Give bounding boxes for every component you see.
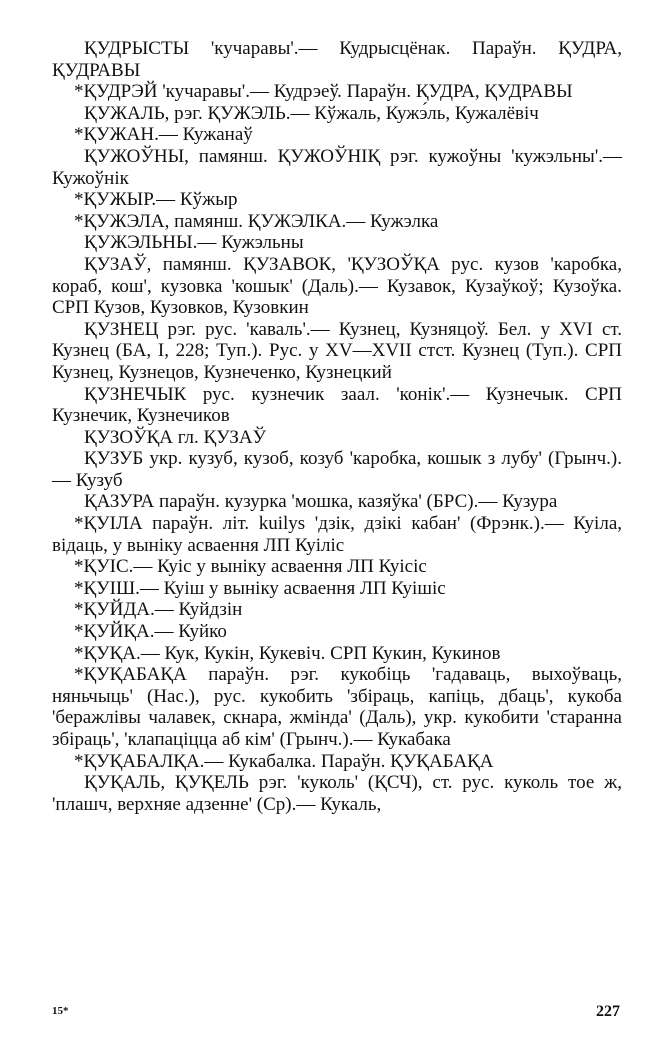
entry-kuzhelny: ҚУЖЭЛЬНЫ.— Кужэльны — [84, 232, 304, 254]
entry-kuida: *ҚУЙДА.— Куйдзін — [74, 599, 243, 621]
entry-kuzhal: ҚУЖАЛЬ, рэг. ҚУЖЭЛЬ.— Кўжаль, Кужэ́ль, Кужалёвіч — [84, 102, 539, 124]
entry-kuzub: ҚУЗУБ укр. кузуб, кузоб, козуб 'каробка, кошык з лубу' (Грынч.).— Кузуб — [52, 448, 622, 491]
entry-kuika: *ҚУЙҚА.— Куйко — [74, 621, 227, 643]
entry-kukabalka: *ҚУҚАБАЛҚА.— Кукабалка. Параўн. ҚУҚАБАҚА — [74, 750, 494, 772]
entry-kuka: *ҚУҚА.— Кук, Кукін, Кукевіч. СРП Кукин, Кукинов — [74, 642, 501, 664]
entry-kuznechyk: ҚУЗНЕЧЫК рус. кузнечик заал. 'конік'.— Кузнечык. СРП Кузнечик, Кузнечиков — [52, 383, 622, 427]
entry-kudrey: *ҚУДРЭЙ 'кучаравы'.— Кудрэеў. Параўн. ҚУДРА, ҚУДРАВЫ — [74, 81, 573, 103]
entry-kukal: ҚУҚАЛЬ, ҚУҚЕЛЬ рэг. 'куколь' (ҚСЧ), ст. рус. куколь тое ж, 'плашч, верхняе адзенне' (Ср).— Кукаль, — [52, 772, 622, 815]
entry-kuish: *ҚУІШ.— Куіш у выніку асваення ЛП Куішіс — [74, 577, 446, 599]
page-footer — [52, 1003, 620, 1023]
signature-mark: 15* — [52, 1005, 69, 1017]
entry-kuzhouny: ҚУЖОЎНЫ, памянш. ҚУЖОЎНІҚ рэг. кужоўны 'кужэльны'.— Кужоўнік — [52, 145, 622, 189]
entry-kazura: ҚАЗУРА параўн. кузурка 'мошка, казяўка' (БРС).— Кузура — [84, 491, 558, 513]
entry-kuzhyr: *ҚУЖЫР.— Кўжыр — [74, 189, 238, 211]
dictionary-page — [52, 38, 622, 815]
page-number: 227 — [596, 1003, 620, 1020]
entry-kudrysty: ҚУДРЫСТЫ 'кучаравы'.— Кудрысцёнак. Параўн. ҚУДРА, ҚУДРАВЫ — [52, 38, 622, 81]
entry-kuzhan: *ҚУЖАН.— Кужанаў — [74, 124, 253, 146]
entry-kuzhela: *ҚУЖЭЛА, памянш. ҚУЖЭЛКА.— Кужэлка — [74, 210, 439, 232]
entry-kuila: *ҚУІЛА параўн. літ. kuilys 'дзік, дзікі кабан' (Фрэнк.).— Куіла, відаць, у выніку асваення ЛП Куіліс — [52, 513, 622, 556]
entry-kuzau: ҚУЗАЎ, памянш. ҚУЗАВОК, 'ҚУЗОЎҚА рус. кузов 'каробка, кораб, кош', кузовка 'кошык' (Даль).— Кузавок, Кузаўкоў; Кузоўка. СРП Кузов, Кузовков, Кузовкин — [52, 253, 622, 319]
entry-kuis: *ҚУІС.— Куіс у выніку асваення ЛП Куісіс — [74, 556, 427, 578]
entry-kuznets: ҚУЗНЕЦ рэг. рус. 'каваль'.— Кузнец, Кузняцоў. Бел. у XVI ст. Кузнец (БА, I, 228; Туп.). Рус. у XV—XVII стст. Кузнец (Туп.). СРП Кузнец, Кузнецов, Кузнеченко, Кузнецкий — [52, 318, 622, 383]
entry-kuzouka: ҚУЗОЎҚА гл. ҚУЗАЎ — [84, 426, 267, 448]
entry-kukabaka: *ҚУҚАБАҚА параўн. рэг. кукобіць 'гадаваць, выхоўваць, няньчыць' (Нас.), рус. кукобить 'збіраць, капіць, дбаць', кукоба 'беражлівы чалавек, скнара, жмінда' (Даль), укр. кукобити 'старанна збіраць', 'клапаціцца аб кім' (Грынч.).— Кукабака — [52, 664, 622, 750]
